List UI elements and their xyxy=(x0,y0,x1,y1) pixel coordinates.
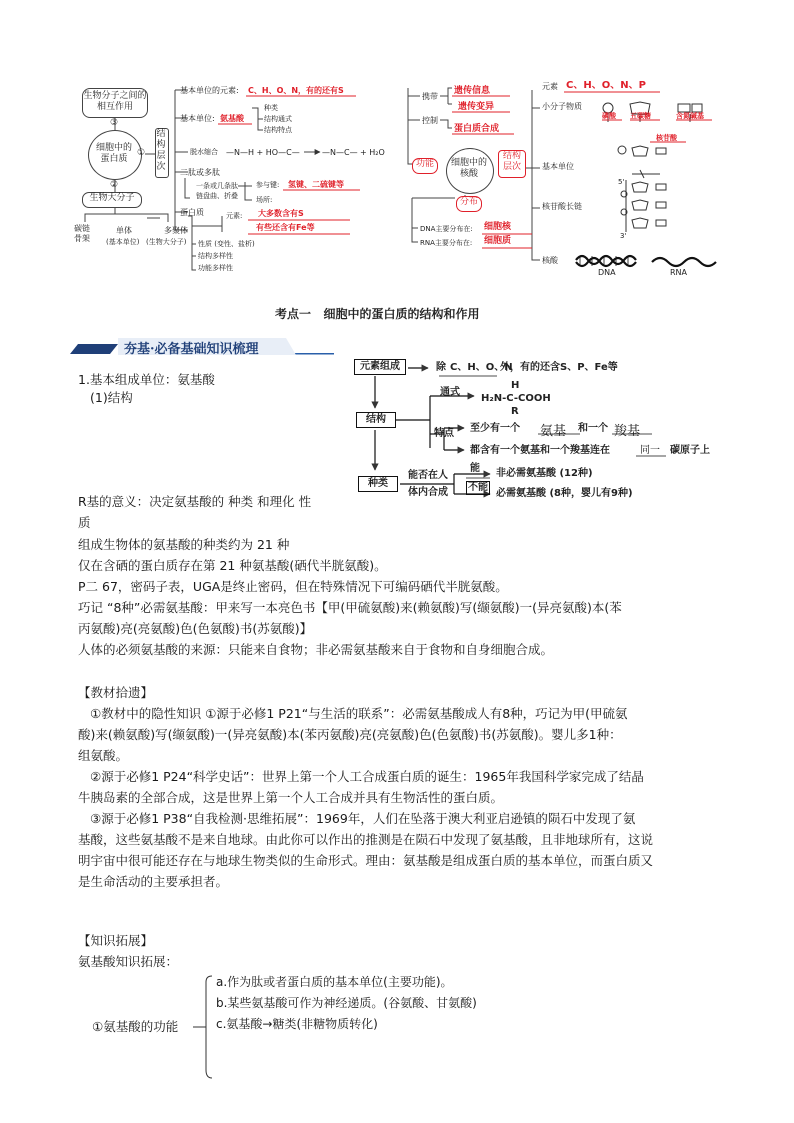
place-label: 场所: xyxy=(256,196,273,204)
para-7: 人体的必须氨基酸的来源：只能来自食物；非必需氨基酸来自于食物和自身细胞合成。 xyxy=(78,642,554,657)
extension-intro: 氨基酸知识拓展： xyxy=(78,954,179,969)
textbook-line-7: 明宇宙中很可能还存在与地球生物类似的生命形式。理由：氨基酸是组成蛋白质的基本单位，而蛋白质又 xyxy=(78,853,654,868)
formula-water: + H₂O xyxy=(360,148,385,157)
d3-synth-2: 体内合成 xyxy=(408,487,448,498)
d2-pentose: 五碳糖 xyxy=(630,112,651,120)
d2-prime5: 5' xyxy=(618,178,625,186)
d3-synth-1: 能否在人 xyxy=(408,470,448,481)
d2-prime3: 3' xyxy=(620,232,627,240)
unit-item-2: 结构特点 xyxy=(264,126,292,134)
fold-text-1: 一条或几条肽 xyxy=(196,182,238,190)
textbook-line-0: ①教材中的隐性知识 ①源于必修1 P21“与生活的联系”：必需氨基酸成人有8种，巧记为甲(甲硫氨 xyxy=(90,706,628,721)
formula-left: —N—H + HO—C— xyxy=(226,148,300,157)
para-1: 质 xyxy=(78,515,91,530)
dehydration-label: 脱水缩合 xyxy=(190,148,218,156)
extension-item-0: a.作为肽或者蛋白质的基本单位(主要功能)。 xyxy=(216,975,453,989)
unit-item-1: 结构通式 xyxy=(264,115,292,123)
d2-dna-dist-label: DNA主要分布在: xyxy=(420,225,473,233)
d3-feat1-pre: 至少有一个 xyxy=(470,423,520,434)
d3-feat2-pre: 都含有一个氨基和一个羧基连在 xyxy=(470,445,610,456)
formula-right: —N—C— xyxy=(322,148,358,157)
macro-box: 生物大分子 xyxy=(82,192,142,208)
d2-basic-unit: 基本单位 xyxy=(542,162,574,171)
d3-feat1-mid: 和一个 xyxy=(578,423,608,434)
monomer-sub: (基本单位) xyxy=(106,238,140,246)
protein-label: 蛋白质 xyxy=(180,208,204,217)
d3-formula-h: H xyxy=(511,380,520,391)
d3-struct-box: 结构 xyxy=(356,412,396,428)
para-4: P二 67，密码子表，UGA是终止密码，但在特殊情况下可编码硒代半胱氨酸。 xyxy=(78,579,508,594)
textbook-line-8: 是生命活动的主要承担者。 xyxy=(78,874,229,889)
textbook-line-5: ③源于必修1 P38“自我检测·思维拓展”：1969年，人们在坠落于澳大利亚启逊镇的陨石中发现了氨 xyxy=(90,811,636,826)
textbook-heading: 【教材拾遗】 xyxy=(78,685,154,700)
d2-rna-dist-label: RNA主要分布在: xyxy=(420,239,473,247)
protein-center-label: 细胞中的蛋白质 xyxy=(95,143,132,164)
d2-dna-dist-value: 细胞核 xyxy=(484,222,512,232)
struct-level-box-1: 结构层次 xyxy=(155,128,169,178)
d2-nucleotide: 核苷酸 xyxy=(656,134,677,142)
d2-elements-prefix: 元素 xyxy=(542,82,558,91)
d3-elem-fill: C、H、O、N xyxy=(450,362,513,373)
d2-control: 控制 xyxy=(422,116,438,125)
prop-1: 结构多样性 xyxy=(198,252,233,260)
section1-sub: (1)结构 xyxy=(90,390,133,405)
para-3: 仅在含硒的蛋白质存在第 21 种氨基酸(硒代半胱氨酸)。 xyxy=(78,558,387,573)
d3-can: 能 xyxy=(470,463,480,474)
extension-func-label: ①氨基酸的功能 xyxy=(92,1019,179,1034)
unit-value: 氨基酸 xyxy=(220,114,244,123)
d2-carry: 携带 xyxy=(422,92,438,101)
d3-feature: 特点 xyxy=(434,428,454,439)
num-3: ③ xyxy=(110,118,119,128)
polymer-sub: (生物大分子) xyxy=(146,238,187,246)
d2-control-value: 蛋白质合成 xyxy=(454,124,500,134)
carbon-chain: 碳链骨架 xyxy=(74,224,90,243)
d2-small-molecule: 小分子物质 xyxy=(542,102,582,111)
d3-feat2-post: 碳原子上 xyxy=(670,445,710,456)
d2-chain: 核苷酸长链 xyxy=(542,202,582,211)
para-2: 组成生物体的氨基酸的种类约为 21 种 xyxy=(78,537,290,552)
polymer: 多聚体 xyxy=(164,226,188,235)
d3-essential: 必需氨基酸 (8种，婴儿有9种) xyxy=(496,488,633,499)
elem2-value-2: 有些还含有Fe等 xyxy=(256,223,315,232)
page-title: 考点一 细胞中的蛋白质的结构和作用 xyxy=(275,307,480,321)
d3-elem-post: 外，有的还含S、P、Fe等 xyxy=(500,362,618,373)
d3-feat1-fill1: 氨基 xyxy=(540,424,567,439)
section-banner: 夯基·必备基础知识梳理 xyxy=(124,342,259,357)
para-6: 丙氨酸)亮(亮氨酸)色(色氨酸)书(苏氨酸)】 xyxy=(78,621,313,636)
prop-2: 功能多样性 xyxy=(198,264,233,272)
unit-item-0: 种类 xyxy=(264,104,278,112)
d2-distribution-box: 分布 xyxy=(456,196,482,212)
d3-elem-pre: 除 xyxy=(436,362,446,373)
d3-cannot: 不能 xyxy=(468,482,488,493)
d2-function-box: 功能 xyxy=(412,158,438,174)
d3-formula-r: R xyxy=(511,406,519,417)
extension-item-1: b.某些氨基酸可作为神经递质。(谷氨酸、甘氨酸) xyxy=(216,996,477,1010)
extension-heading: 【知识拓展】 xyxy=(78,933,154,948)
d2-base: 含氮碱基 xyxy=(676,112,704,120)
d2-nucleic-acid: 核酸 xyxy=(542,256,558,265)
bond-label: 参与键: xyxy=(256,181,280,189)
d2-carry-value: 遗传信息 xyxy=(454,86,491,96)
d3-feat2-fill: 同一 xyxy=(640,445,660,456)
textbook-line-2: 组氨酸。 xyxy=(78,748,129,763)
para-5: 巧记 “8种”必需氨基酸：甲来写一本亮色书【甲(甲硫氨酸)来(赖氨酸)写(缬氨酸)一(异亮氨酸)本(苯 xyxy=(78,600,622,615)
elements-value: C、H、O、N，有的还有S xyxy=(248,86,344,95)
d2-rna-dist-value: 细胞质 xyxy=(484,236,512,246)
d3-nonessential: 非必需氨基酸 (12种) xyxy=(496,468,593,479)
d2-nucleic-center: 细胞中的核酸 xyxy=(451,158,488,179)
d3-general: 通式 xyxy=(440,387,460,398)
elem2-label: 元素: xyxy=(226,212,243,220)
d3-formula-main: H₂N-C-COOH xyxy=(481,393,551,404)
num-2: ② xyxy=(110,180,119,190)
d2-elements-value: C、H、O、N、P xyxy=(566,80,646,91)
elements-label: 基本单位的元素: xyxy=(180,86,239,95)
d3-elem-box: 元素组成 xyxy=(354,359,406,375)
fold-text-2: 链盘曲、折叠 xyxy=(196,192,238,200)
prop-0: 性质 (变性、盐析) xyxy=(198,240,255,248)
dipeptide-label: 二肽或多肽 xyxy=(180,168,220,177)
para-0: R基的意义：决定氨基酸的 种类 和理化 性 xyxy=(78,494,312,509)
textbook-line-4: 牛胰岛素的全部合成，这是世界上第一个人工合成并具有生物活性的蛋白质。 xyxy=(78,790,504,805)
d2-dna-label: DNA xyxy=(598,268,616,277)
d2-variation: 遗传变异 xyxy=(458,102,495,112)
monomer: 单体 xyxy=(116,226,132,235)
bond-value: 氢键、二硫键等 xyxy=(288,180,344,189)
textbook-line-6: 基酸，这些氨基酸不是来自地球。由此你可以作出的推测是在陨石中发现了氨基酸，且非地球所有，这说 xyxy=(78,832,654,847)
textbook-line-1: 酸)来(赖氨酸)写(缬氨酸)一(异亮氨酸)本(苯丙氨酸)亮(亮氨酸)色(色氨酸)书(苏氨酸)。婴儿多1种： xyxy=(78,727,622,742)
interaction-box: 生物分子之间的相互作用 xyxy=(82,88,148,118)
elem2-value-1: 大多数含有S xyxy=(258,209,304,218)
num-1: ① xyxy=(137,148,146,158)
unit-label: 基本单位: xyxy=(180,114,215,123)
extension-item-2: c.氨基酸→糖类(非糖物质转化) xyxy=(216,1017,378,1031)
section1-heading: 1.基本组成单位：氨基酸 xyxy=(78,372,215,387)
d3-type-box: 种类 xyxy=(358,476,398,492)
d2-phosphate: 磷酸 xyxy=(602,112,616,120)
textbook-line-3: ②源于必修1 P24“科学史话”：世界上第一个人工合成蛋白质的诞生：1965年我国科学家完成了结晶 xyxy=(90,769,644,784)
d2-rna-label: RNA xyxy=(670,268,688,277)
d3-feat1-fill2: 羧基 xyxy=(614,424,641,439)
d2-struct-level: 结构层次 xyxy=(498,150,526,178)
